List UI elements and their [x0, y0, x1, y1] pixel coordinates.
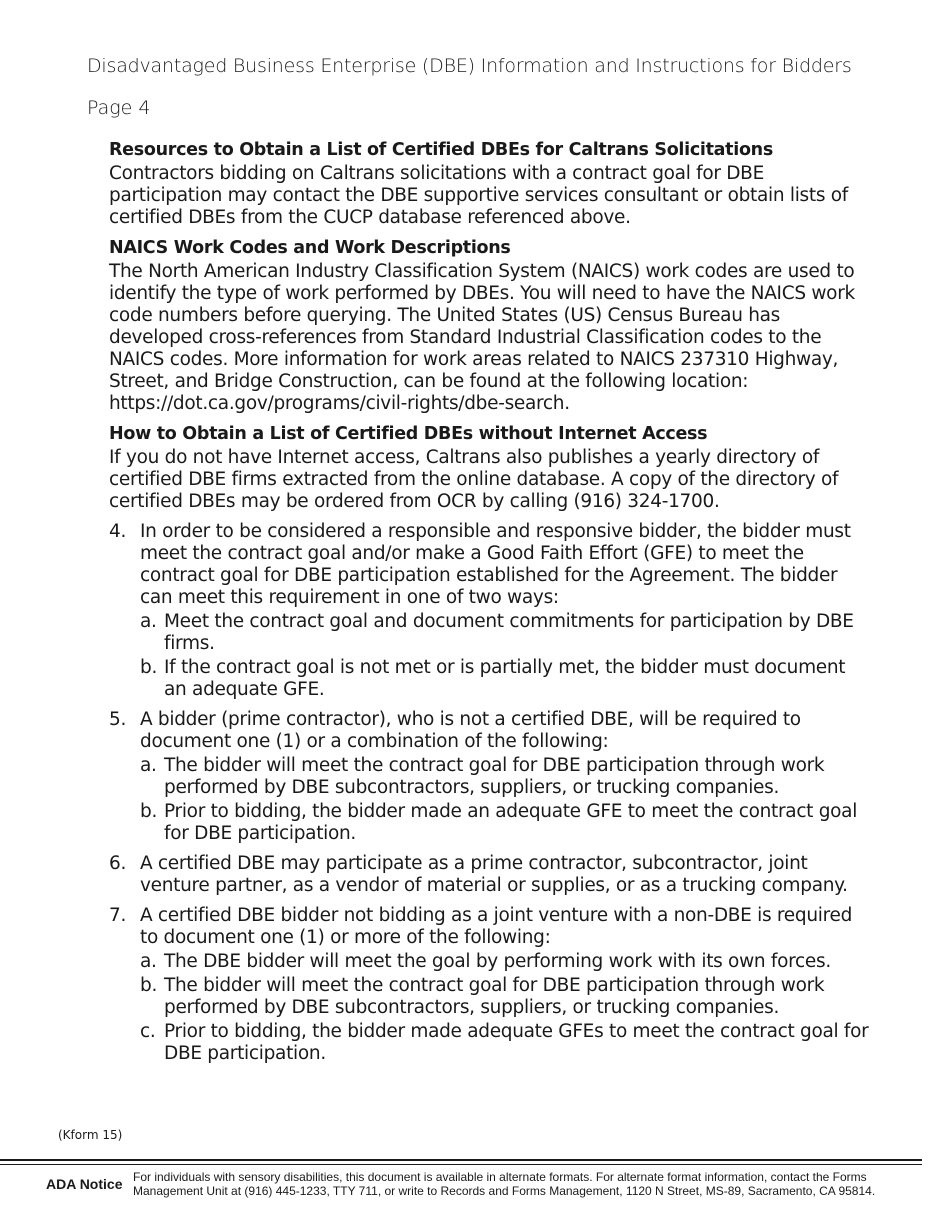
- list-item-text: In order to be considered a responsible and responsive bidder, the bidder must meet the contract goal and/or make a Good Faith Effort (GFE) to meet the contract goal for DBE participation established for the Agreement. The bidder can meet this requirement in one of two ways:: [140, 521, 851, 608]
- sub-item-letter: a.: [140, 755, 157, 776]
- section-no-internet: [109, 423, 869, 513]
- section-naics-codes: [109, 237, 869, 415]
- sub-list-item: [140, 975, 869, 1019]
- list-item-text: A bidder (prime contractor), who is not a certified DBE, will be required to document one (1) or a combination of the following:: [140, 709, 801, 752]
- section-paragraph: If you do not have Internet access, Caltrans also publishes a yearly directory of certified DBE firms extracted from the online database. A copy of the directory of certified DBEs may be ordered from OCR by calling (916) 324-1700.: [109, 447, 839, 512]
- list-item-number: 5.: [109, 709, 127, 730]
- list-item: [109, 853, 869, 897]
- sub-list-item: [140, 1021, 869, 1065]
- section-heading: NAICS Work Codes and Work Descriptions: [109, 238, 511, 258]
- list-item-number: 6.: [109, 853, 127, 874]
- sub-item-letter: a.: [140, 951, 157, 972]
- sub-item-letter: a.: [140, 611, 157, 632]
- document-title: Disadvantaged Business Enterprise (DBE) Information and Instructions for Bidders: [87, 55, 852, 77]
- sub-item-text: The bidder will meet the contract goal for DBE participation through work performed by DBE subcontractors, suppliers, or trucking companies.: [164, 755, 825, 798]
- sub-list: [140, 611, 869, 701]
- sub-list-item: [140, 755, 869, 799]
- section-heading: How to Obtain a List of Certified DBEs without Internet Access: [109, 424, 708, 444]
- sub-list: [140, 951, 869, 1065]
- numbered-list: [109, 521, 869, 1065]
- sub-item-letter: b.: [140, 657, 158, 678]
- section-paragraph: The North American Industry Classification System (NAICS) work codes are used to identify the type of work performed by DBEs. You will need to have the NAICS work code numbers before querying. The United States (US) Census Bureau has developed cross-references from Standard Industrial Classification codes to the NAICS codes. More information for work areas related to NAICS 237310 Highway, Street, and Bridge Construction, can be found at the following location: https://dot.ca.gov/programs/civil-rights/dbe-search.: [109, 261, 855, 414]
- list-item-number: 7.: [109, 905, 127, 926]
- list-item: [109, 905, 869, 1065]
- sub-item-text: Prior to bidding, the bidder made adequate GFEs to meet the contract goal for DBE participation.: [164, 1021, 869, 1064]
- sub-list-item: [140, 657, 869, 701]
- sub-item-text: The DBE bidder will meet the goal by performing work with its own forces.: [164, 951, 831, 972]
- page-number: Page 4: [87, 97, 151, 119]
- list-item-text: A certified DBE bidder not bidding as a joint venture with a non-DBE is required to document one (1) or more of the following:: [140, 905, 853, 948]
- ada-notice-text: For individuals with sensory disabilities, this document is available in alternate formats. For alternate format information, contact the Forms Management Unit at (916) 445-1233, TTY 711, or write to Records and Forms Management, 1120 N Street, MS-89, Sacramento, CA 95814.: [133, 1170, 876, 1198]
- section-paragraph: Contractors bidding on Caltrans solicitations with a contract goal for DBE participation may contact the DBE supportive services consultant or obtain lists of certified DBEs from the CUCP database referenced above.: [109, 163, 848, 228]
- sub-item-text: Meet the contract goal and document commitments for participation by DBE firms.: [164, 611, 854, 654]
- sub-list-item: [140, 801, 869, 845]
- list-item: [109, 521, 869, 701]
- list-item-text: A certified DBE may participate as a prime contractor, subcontractor, joint venture partner, as a vendor of material or supplies, or as a trucking company.: [140, 853, 848, 896]
- form-code: (Kform 15): [58, 1128, 123, 1142]
- sub-item-text: The bidder will meet the contract goal for DBE participation through work performed by DBE subcontractors, suppliers, or trucking companies.: [164, 975, 825, 1018]
- sub-list: [140, 755, 869, 845]
- footer-divider: [0, 1159, 922, 1161]
- document-body: [109, 139, 869, 1073]
- list-item: [109, 709, 869, 845]
- ada-notice-label: ADA Notice: [46, 1176, 123, 1192]
- sub-item-letter: b.: [140, 801, 158, 822]
- sub-item-text: Prior to bidding, the bidder made an adequate GFE to meet the contract goal for DBE participation.: [164, 801, 858, 844]
- section-heading: Resources to Obtain a List of Certified DBEs for Caltrans Solicitations: [109, 140, 773, 160]
- section-dbe-resources: [109, 139, 869, 229]
- sub-list-item: [140, 951, 869, 973]
- footer-divider-thin: [0, 1164, 922, 1165]
- sub-item-letter: c.: [140, 1021, 156, 1042]
- list-item-number: 4.: [109, 521, 127, 542]
- sub-list-item: [140, 611, 869, 655]
- sub-item-text: If the contract goal is not met or is partially met, the bidder must document an adequate GFE.: [164, 657, 846, 700]
- sub-item-letter: b.: [140, 975, 158, 996]
